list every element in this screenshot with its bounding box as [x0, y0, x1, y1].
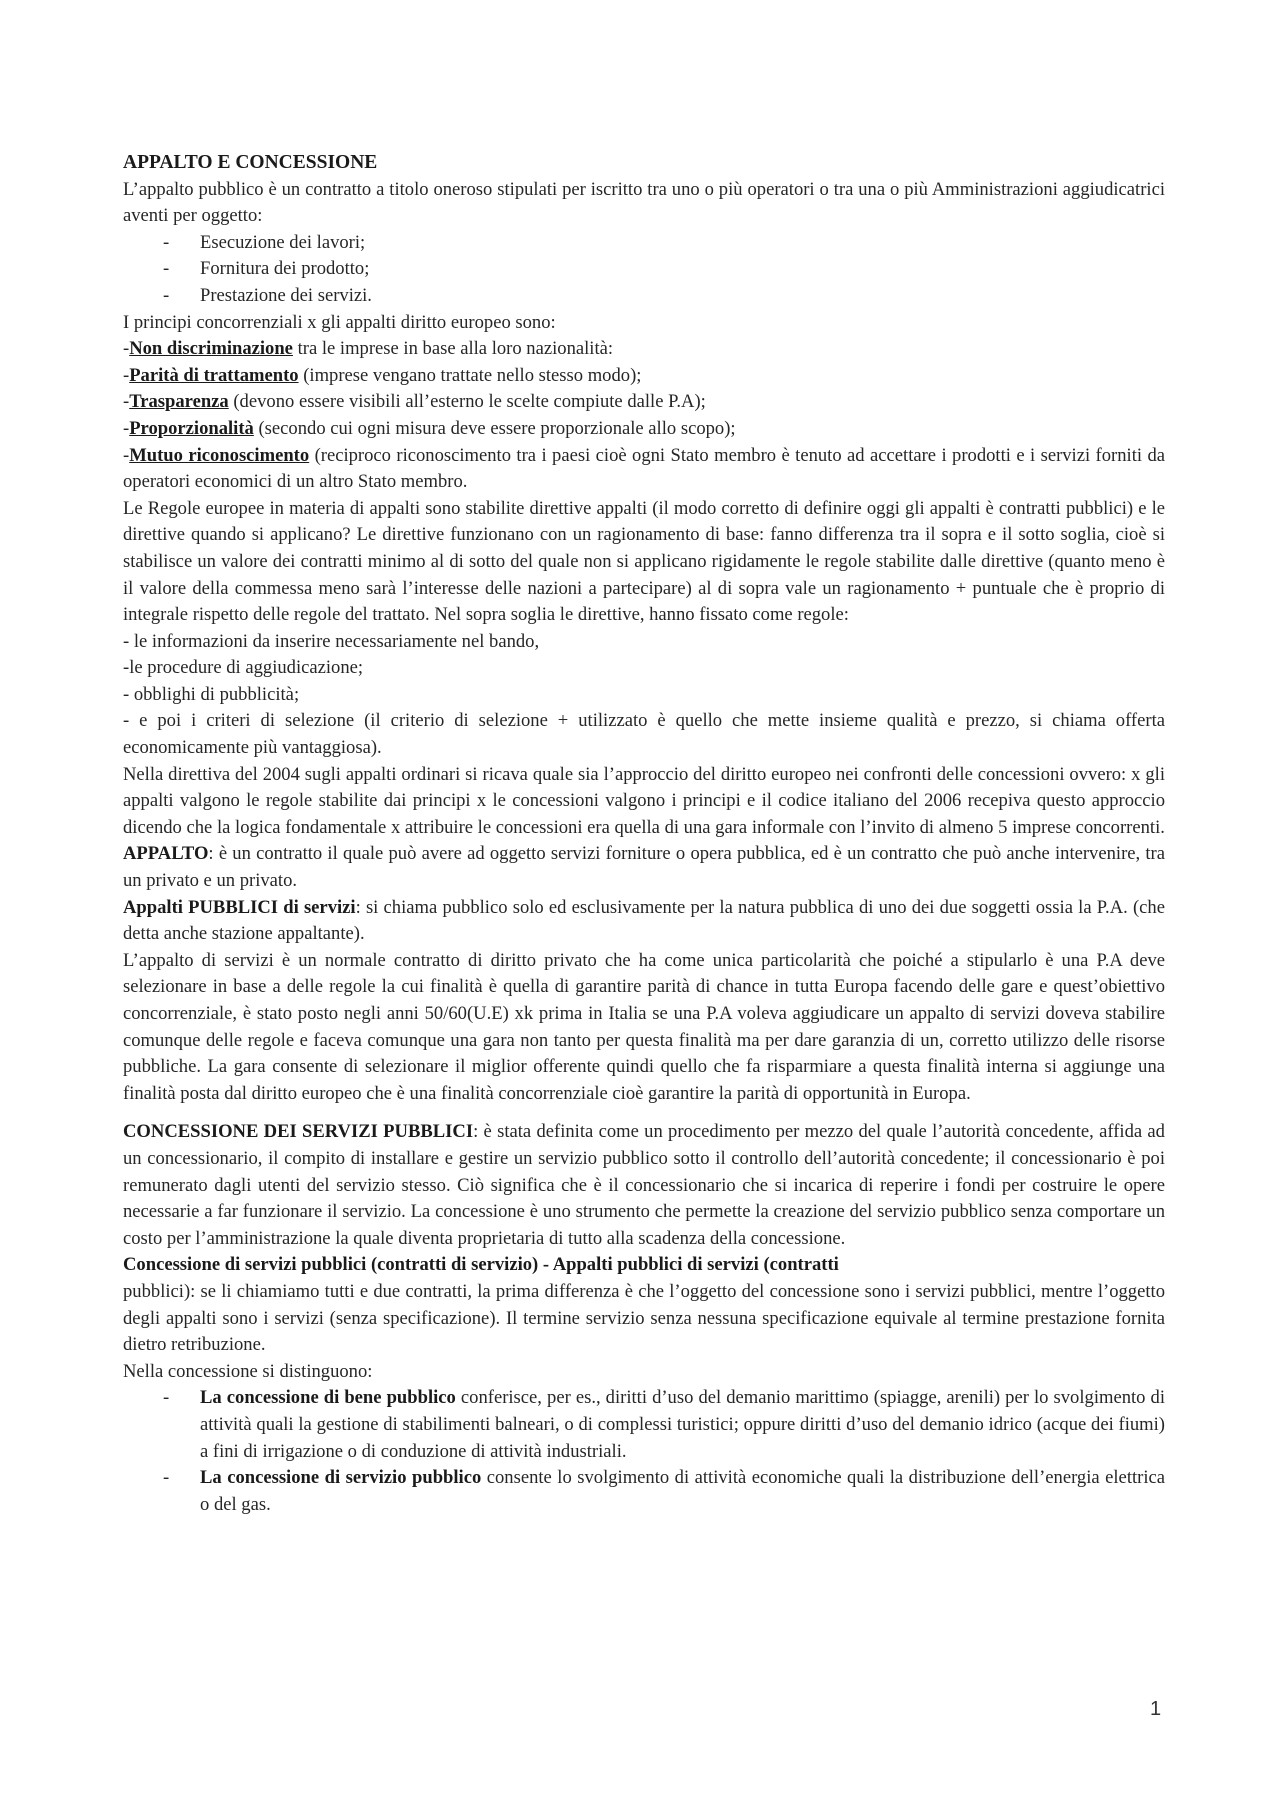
principle-item: -Trasparenza (devono essere visibili all’esterno le scelte compiute dalle P.A);: [123, 391, 706, 413]
principle-item: -Proporzionalità (secondo cui ogni misura deve essere proporzionale allo scopo);: [123, 417, 736, 439]
rules-paragraph: Le Regole europee in materia di appalti sono stabilite direttive appalti (il modo corretto di definire oggi gli appalti è contratti pubblici) e le direttive quando si applicano? Le direttive funzionano con un ragionamento di base: fanno differenza tra il sopra e il sotto soglia, cioè si stabilisce un valore dei contratti minimo al di sotto del quale non si applicano rigidamente le regole stabilite dalle direttive (quanto meno è il valore della commessa meno sarà l’interesse delle nazioni a partecipare) al di sopra vale un ragionamento + puntuale che è proprio di integrale rispetto delle regole del trattato. Nel sopra soglia le direttive, hanno fissato come regole:: [123, 497, 1165, 626]
principle-name: Mutuo riconoscimento: [129, 444, 310, 466]
principle-name: Trasparenza: [129, 391, 229, 413]
comparison-paragraph: pubblici): se li chiamiamo tutti e due contratti, la prima differenza è che l’oggetto del concessione sono i servizi pubblici, mentre l’oggetto degli appalti sono i servizi (senza specificazione). Il termine servizio senza nessuna specificazione equivale al termine prestazione fornita dietro retribuzione.: [123, 1280, 1165, 1356]
appalto-label: APPALTO: [123, 843, 209, 865]
rules-item: -le procedure di aggiudicazione;: [123, 657, 364, 679]
list-item: - Prestazione dei servizi.: [123, 283, 1165, 310]
comparison-heading: Concessione di servizi pubblici (contratti di servizio) - Appalti pubblici di servizi (contratti: [123, 1254, 839, 1276]
document-title: APPALTO E CONCESSIONE: [123, 152, 378, 173]
rules-item: - e poi i criteri di selezione (il criterio di selezione + utilizzato è quello che mette insieme qualità e prezzo, si chiama offerta economicamente più vantaggiosa).: [123, 710, 1165, 759]
directive-paragraph: Nella direttiva del 2004 sugli appalti ordinari si ricava quale sia l’approccio del diritto europeo nei confronti delle concessioni ovvero: x gli appalti valgono le regole stabilite dai principi x le concessioni valgono i principi e il codice italiano del 2006 recepiva questo approccio dicendo che la logica fondamentale x attribuire le concessioni era quella di una gara informale con l’invito di almeno 5 imprese concorrenti.: [123, 763, 1165, 838]
distinction-intro: Nella concessione si distinguono:: [123, 1360, 373, 1382]
list-item: - Fornitura dei prodotto;: [123, 256, 1165, 283]
document-body: [123, 150, 1165, 1518]
principles-list: [123, 336, 1165, 496]
distinction-label: La concessione di servizio pubblico: [200, 1467, 482, 1489]
dash-bullet: -: [163, 284, 170, 306]
dash-bullet: -: [163, 258, 170, 280]
principle-name: Non discriminazione: [129, 338, 293, 360]
list-item: - La concessione di servizio pubblico consente lo svolgimento di attività economiche quali la distribuzione dell’energia elettrica o del gas.: [163, 1467, 1166, 1515]
page-number: 1: [1150, 1698, 1162, 1720]
dash-bullet: -: [163, 1467, 170, 1489]
services-paragraph: L’appalto di servizi è un normale contratto di diritto privato che ha come unica particolarità che poiché a stipularlo è una P.A deve selezionare in base a delle regole la cui finalità è quella di garantire parità di chance in tutta Europa facendo delle gare e quest’obiettivo concorrenziale, è stato posto negli anni 50/60(U.E) xk prima in Italia se una P.A voleva aggiudicare un appalto di servizi doveva stabilire comunque delle regole e faceva comunque una gara non tanto per questa finalità ma per dare garanzia di un, corretto utilizzo delle risorse pubbliche. La gara consente di selezionare il miglior offerente quindi quello che fa risparmiare a questa finalità interna si aggiunge una finalità posta dal diritto europeo che è una finalità concorrenziale cioè garantire la parità di opportunità in Europa.: [123, 949, 1165, 1104]
dash-bullet: -: [163, 231, 170, 253]
concessione-paragraph: CONCESSIONE DEI SERVIZI PUBBLICI: è stata definita come un procedimento per mezzo del quale l’autorità concedente, affida ad un concessionario, il compito di installare e gestire un servizio pubblico sotto il controllo dell’autorità concedente; il concessionario è poi remunerato dagli utenti del servizio stesso. Ciò significa che è il concessionario che si incarica di reperire i fondi per costruire le opere necessarie a far funzionare il servizio. La concessione è uno strumento che permette la creazione del servizio pubblico senza comportare un costo per l’amministrazione la quale diventa proprietaria di tutto alla scadenza della concessione.: [123, 1121, 1165, 1249]
principle-name: Parità di trattamento: [129, 364, 299, 386]
appalto-paragraph: APPALTO: è un contratto il quale può avere ad oggetto servizi forniture o opera pubblica, ed è un contratto che può anche intervenire, tra un privato e un privato.: [123, 843, 1165, 892]
list-item: - La concessione di bene pubblico conferisce, per es., diritti d’uso del demanio marittimo (spiagge, arenili) per lo svolgimento di attività quali la gestione di stabilimenti balneari, o di complessi turistici; oppure diritti d’uso del demanio idrico (acque dei fiumi) a fini di irrigazione o di conduzione di attività industriali.: [163, 1387, 1165, 1462]
principle-item: -Non discriminazione tra le imprese in base alla loro nazionalità:: [123, 338, 614, 360]
object-list: [123, 230, 1165, 310]
dash-bullet: -: [163, 1387, 170, 1409]
concessione-label: CONCESSIONE DEI SERVIZI PUBBLICI: [123, 1121, 474, 1143]
rules-item: - le informazioni da inserire necessariamente nel bando,: [123, 630, 540, 652]
principle-item: -Mutuo riconoscimento (reciproco riconoscimento tra i paesi cioè ogni Stato membro è tenuto ad accettare i prodotti e i servizi forniti da operatori economici di un altro Stato membro.: [123, 444, 1165, 493]
appalti-pubblici-label: Appalti PUBBLICI di servizi: [123, 896, 356, 918]
section-gap: [123, 1107, 1165, 1119]
rules-item: - obblighi di pubblicità;: [123, 683, 300, 705]
distinction-list: [123, 1385, 1165, 1518]
principles-intro: I principi concorrenziali x gli appalti diritto europeo sono:: [123, 311, 556, 333]
principle-name: Proporzionalità: [129, 417, 254, 439]
list-item: - Esecuzione dei lavori;: [123, 230, 1165, 257]
intro-paragraph: L’appalto pubblico è un contratto a titolo oneroso stipulati per iscritto tra uno o più operatori o tra una o più Amministrazioni aggiudicatrici aventi per oggetto:: [123, 178, 1165, 227]
distinction-label: La concessione di bene pubblico: [200, 1387, 456, 1409]
appalti-pubblici-paragraph: Appalti PUBBLICI di servizi: si chiama pubblico solo ed esclusivamente per la natura pubblica di uno dei due soggetti ossia la P.A. (che detta anche stazione appaltante).: [123, 896, 1165, 945]
principle-item: -Parità di trattamento (imprese vengano trattate nello stesso modo);: [123, 364, 642, 386]
